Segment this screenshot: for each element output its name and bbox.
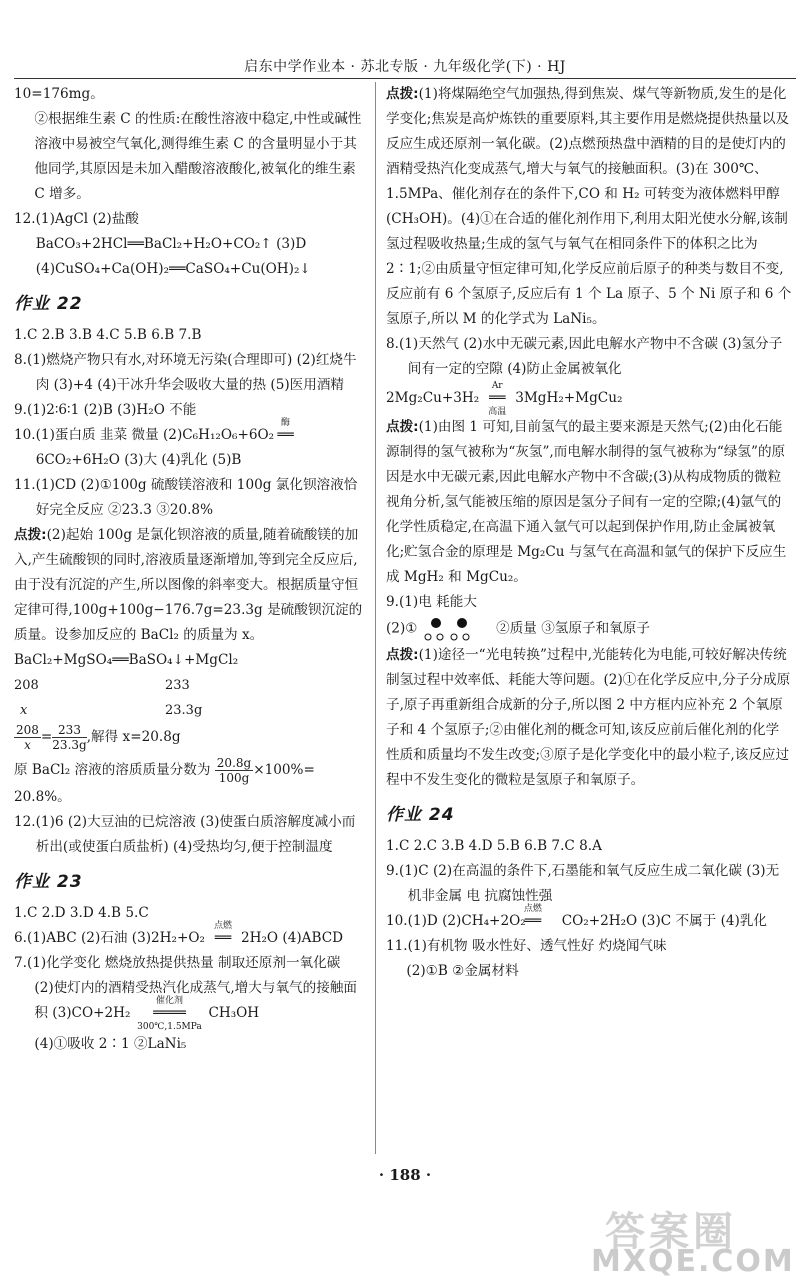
answer-23-7b-product: CH₃OH <box>208 1005 260 1021</box>
section-title-22: 作业 22 <box>14 294 83 314</box>
reaction-condition: 点燃 <box>213 921 232 931</box>
answer-23-9b <box>386 615 792 643</box>
reaction-condition: 催化剂 <box>155 996 183 1006</box>
fraction <box>215 756 253 785</box>
equation-products: 3MgH₂+MgCu₂ <box>515 390 623 406</box>
answer-23-9: 9.(1)电 耗能大 <box>386 594 477 610</box>
fraction <box>52 723 86 752</box>
answer-22-8: 8.(1)燃烧产物只有水,对环境无污染(合理即可) (2)红烧牛肉 (3)+4 (4)干冰升华会吸收大量的热 (5)医用酒精 <box>14 352 357 393</box>
running-header: 启东中学作业本 · 苏北专版 · 九年级化学(下) · HJ <box>244 59 566 75</box>
fraction <box>14 723 41 752</box>
ratio-cell: x <box>20 703 28 718</box>
oxygen-atom <box>457 618 467 628</box>
column-divider <box>375 82 376 1154</box>
reaction-arrow-enzyme: 酶 ══ <box>278 423 314 448</box>
answer-24-11b: (2)①B ②金属材料 <box>406 963 519 979</box>
ratio-cell: 208 <box>14 678 39 693</box>
answer-23-6 <box>14 921 366 951</box>
answer-23-6-part1: 6.(1)ABC (2)石油 (3)2H₂+O₂ <box>14 930 205 946</box>
answer-23-choices: 1.C 2.D 3.D 4.B 5.C <box>14 905 149 921</box>
header-rule <box>14 78 796 79</box>
tip-text: (2)起始 100g 是氯化钡溶液的质量,随着硫酸镁的加入,产生硫酸钡的同时,溶液质量逐渐增加,等到完全反应后,由于没有沉淀的产生,所以图像的斜率变大。根据质量守恒定律可得,100g+100g−176.7g=23.3g 是硫酸钡沉淀的质量。设参加反应的 BaCl₂ 的质量为 x。 <box>14 527 363 643</box>
answer-22-10-part1: 10.(1)蛋白质 韭菜 微量 (2)C₆H₁₂O₆+6O₂ <box>14 427 275 443</box>
watermark-logo <box>587 1200 802 1280</box>
tip-text: (1)途径一“光电转换”过程中,光能转化为电能,可较好解决传统制氢过程中效率低、耗能大等问题。(2)①在化学反应中,分子分成原子,原子再重新组合成新的分子,所以图 2 中方框内应补充 2 个氧原子和 4 个氢原子;②由催化剂的概念可知,该反应前后催化剂的化学性质和质量均不发生改变;③原子是化学变化中的最小粒子,该反应过程中不发生变化的微粒是氢原子和氧原子。 <box>386 647 791 788</box>
answer-22-12: 12.(1)6 (2)大豆油的已烷溶液 (3)使蛋白质溶解度减小而析出(或使蛋白质盐析) (4)受热均匀,便于控制温度 <box>14 814 356 855</box>
answer-22-10-part2: 6CO₂+6H₂O (3)大 (4)乳化 (5)B <box>35 452 242 468</box>
reaction-arrow-catalyst: 催化剂 ════ 300℃,1.5MPa <box>130 1001 208 1026</box>
reaction-condition: 300℃,1.5MPa <box>137 1022 202 1032</box>
reaction-condition: 酶 <box>281 418 291 428</box>
answer-24-10 <box>386 904 792 934</box>
right-column <box>386 82 792 984</box>
mass-ratio-table <box>14 673 310 723</box>
answer-23-6-part2: 2H₂O (4)ABCD <box>240 930 344 946</box>
hydrogen-atom <box>463 634 469 640</box>
hydrogen-atom <box>425 634 431 640</box>
fraction-numerator: 20.8g <box>216 756 252 770</box>
chemical-equation <box>386 381 792 417</box>
answer-paragraph: ②根据维生素 C 的性质:在酸性溶液中稳定,中性或碱性溶液中易被空气氧化,测得维生素 C 的含量明显小于其他同学,其原因是未加入醋酸溶液酸化,被氧化的维生素 C 增多。 <box>34 111 362 202</box>
answer-line: 10=176mg。 <box>14 86 104 102</box>
answer-23-7d: (4)①吸收 2∶1 ②LaNi₅ <box>34 1036 187 1052</box>
answer-22-choices: 1.C 2.B 3.B 4.C 5.B 6.B 7.B <box>14 327 202 343</box>
answer-24-11: 11.(1)有机物 吸水性好、透气性好 灼烧闻气味 <box>386 938 667 954</box>
tip-label: 点拨: <box>386 419 419 435</box>
tip-22-11 <box>14 523 366 648</box>
chemical-equation: BaCl₂+MgSO₄══BaSO₄↓+MgCl₂ <box>14 652 239 668</box>
watermark-text: 答案圈 <box>605 1209 737 1255</box>
tip-23-8 <box>386 415 792 590</box>
tip-label: 点拨: <box>14 527 47 543</box>
answer-22-9: 9.(1)2∶6∶1 (2)B (3)H₂O 不能 <box>14 402 197 418</box>
answer-23-9b-label: (2)① <box>386 620 418 637</box>
oxygen-atom <box>431 618 441 628</box>
ratio-cell: 23.3g <box>165 703 203 718</box>
answer-23-9b-text: ②质量 ③氢原子和氧原子 <box>496 620 650 637</box>
answer-23-7b-text: (2)使灯内的酒精受热汽化成蒸气,增大与氧气的接触面积 (3)CO+2H₂ <box>34 980 358 1021</box>
section-title-23: 作业 23 <box>14 872 83 892</box>
reaction-condition: 高温 <box>488 407 507 417</box>
concentration-line <box>14 756 366 785</box>
answer-24-10-part2: CO₂+2H₂O (3)C 不属于 (4)乳化 <box>561 913 768 929</box>
reaction-arrow: Ar ══ 高温 <box>479 386 515 411</box>
hydrogen-atom <box>451 634 457 640</box>
answer-12: 12.(1)AgCl (2)盐酸 BaCO₃+2HCl══BaCl₂+H₂O+CO₂↑ (3)D (4)CuSO₄+Ca(OH)₂══CaSO₄+Cu(OH)₂↓ <box>14 211 311 277</box>
fraction-numerator: 208 <box>16 723 39 737</box>
answer-23-8: 8.(1)天然气 (2)水中无碳元素,因此电解水产物中不含碳 (3)氢分子间有一定的空隙 (4)防止金属被氧化 <box>386 336 783 377</box>
equation-reactants: 2Mg₂Cu+3H₂ <box>386 390 480 406</box>
reaction-condition: 点燃 <box>523 904 542 914</box>
answer-24-9: 9.(1)C (2)在高温的条件下,石墨能和氧气反应生成二氧化碳 (3)无机非金属 电 抗腐蚀性强 <box>386 863 780 904</box>
atom-diagram <box>422 615 492 643</box>
left-column <box>14 82 366 1057</box>
answer-22-10 <box>14 418 366 473</box>
proportion-line: $\frac{208}{x}$ = $\frac{233}{23.3g}$ ,解得 x=20.8g <box>16 723 181 752</box>
hydrogen-atom <box>437 634 443 640</box>
section-title-24: 作业 24 <box>386 805 455 825</box>
tip-label: 点拨: <box>386 647 419 663</box>
reaction-condition: Ar <box>491 381 503 391</box>
answer-24-choices: 1.C 2.C 3.B 4.D 5.B 6.B 7.C 8.A <box>386 838 602 854</box>
reaction-arrow: 点燃 ══ <box>205 926 241 951</box>
concentration-text: 原 BaCl₂ 溶液的溶质质量分数为 <box>14 762 211 778</box>
fraction-denominator: 100g <box>218 771 250 785</box>
concentration-result: 20.8%。 <box>14 789 71 805</box>
tip-text: (1)将煤隔绝空气加强热,得到焦炭、煤气等新物质,发生的是化学变化;焦炭是高炉炼铁的重要原料,其主要作用是燃烧提供热量以及反应生成还原剂一氧化碳。(2)点燃预热盘中酒精的目的是使灯内的酒精受热汽化变成蒸气,增大与氧气的接触面积。(3)在 300℃、1.5MPa、催化剂存在的条件下,CO 和 H₂ 可转变为液体燃料甲醇(CH₃OH)。(4)①在合适的催化剂作用下,利用太阳光使水分解,该制氢过程吸收热量;生成的氢气与氧气在相同条件下的体积之比为 2∶1;②由质量守恒定律可知,化学反应前后原子的种类与数目不变,反应前有 6 个氢原子,反应后有 1 个 La 原子、5 个 Ni 原子和 6 个氢原子,所以 M 的化学式为 LaNi₅。 <box>386 86 792 327</box>
tip-23-9 <box>386 643 792 793</box>
page-number: · 188 · <box>378 1166 432 1184</box>
fraction-denominator: x <box>24 738 31 752</box>
answer-24-10-part1: 10.(1)D (2)CH₄+2O₂ <box>386 913 526 929</box>
tip-label: 点拨: <box>386 86 419 102</box>
tip-23-7 <box>386 82 792 332</box>
ratio-cell: 233 <box>165 678 190 693</box>
reaction-arrow: 点燃 ══ <box>526 909 562 934</box>
fraction-denominator: 23.3g <box>52 738 87 752</box>
answer-23-7b <box>14 976 366 1032</box>
answer-22-11: 11.(1)CD (2)①100g 硫酸镁溶液和 100g 氯化钡溶液恰好完全反应 ②23.3 ③20.8% <box>14 477 358 518</box>
answer-23-7: 7.(1)化学变化 燃烧放热提供热量 制取还原剂一氧化碳 <box>14 955 341 971</box>
solve-text: ,解得 x=20.8g <box>86 729 181 745</box>
concentration-text: ×100%= <box>253 762 315 778</box>
watermark-url: MXQE.COM <box>591 1244 795 1279</box>
fraction-numerator: 233 <box>52 723 86 738</box>
tip-text: (1)由图 1 可知,目前氢气的最主要来源是天然气;(2)由化石能源制得的氢气被称为“灰氢”,而电解水制得的氢气被称为“绿氢”的原因是水中无碳元素,因此电解水产物中不含碳;(3)从构成物质的微粒视角分析,氢气能被压缩的原因是氢分子间有一定的空隙;(4)氩气的化学性质稳定,在高温下通入氩气可以起到保护作用,防止金属被氧化;贮氢合金的原理是 Mg₂Cu 与氢气在高温和氩气的保护下反应生成 MgH₂ 和 MgCu₂。 <box>386 419 787 585</box>
